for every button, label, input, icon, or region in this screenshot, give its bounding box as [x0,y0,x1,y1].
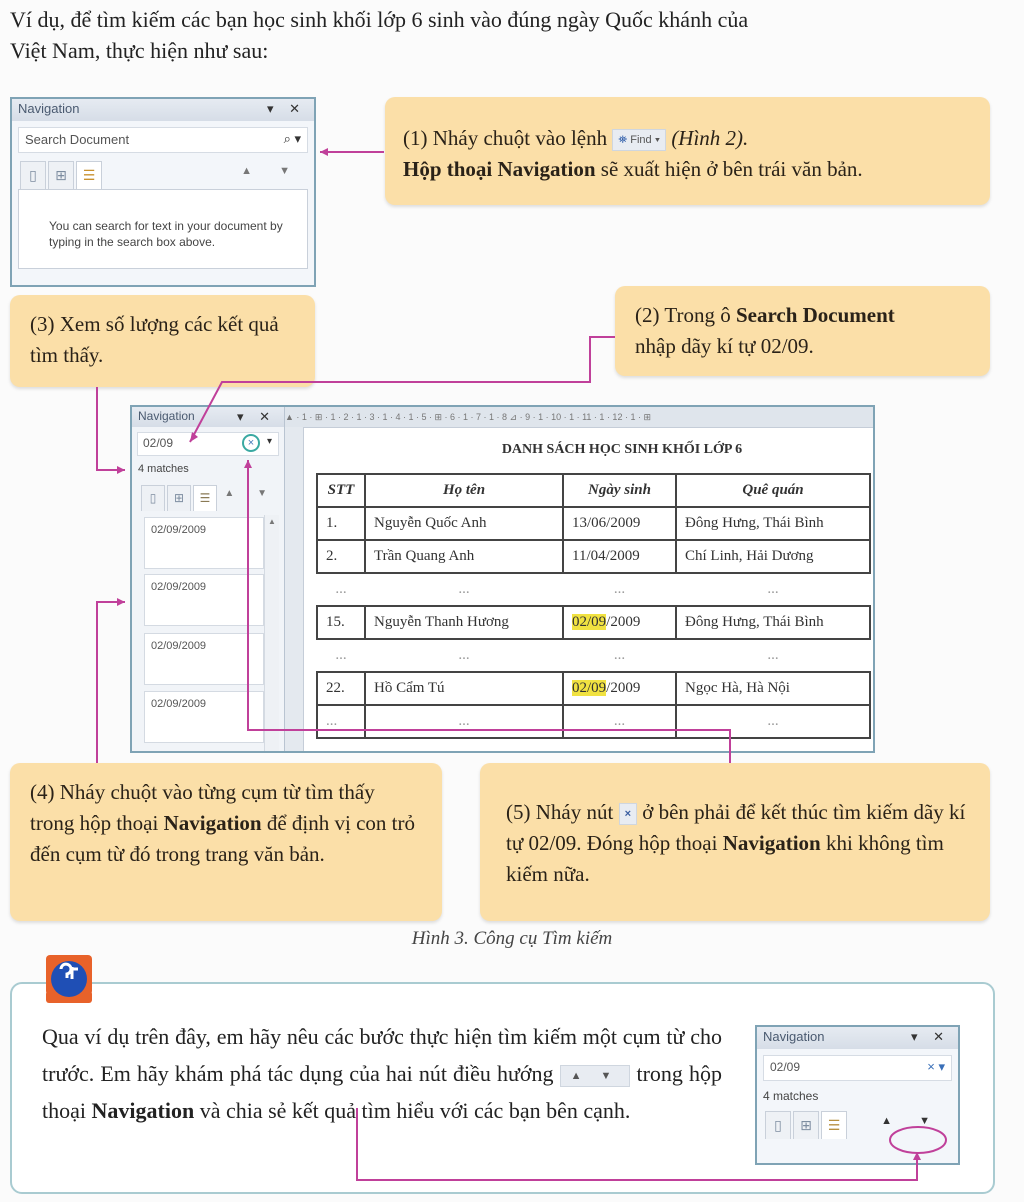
cell-dob [563,606,676,639]
cell-home: Đông Hưng, Thái Bình [676,507,870,540]
result-item[interactable]: 02/09/2009 [144,691,264,743]
close-search-icon: × [619,803,637,825]
connector-step-4 [97,602,125,763]
callout-step-2 [615,286,990,376]
cell-stt: 2. [317,540,365,573]
callout-step-5 [480,763,990,921]
date-text: 13/06/2009 [572,515,641,531]
search-query: 02/09 [143,436,174,450]
date-text: 11/04/2009 [572,548,640,564]
question-text [42,1018,722,1129]
navigation-pane-small [755,1025,960,1165]
help-text: You can search for text in your document by typing in the search box above. [18,189,308,269]
cell-name: Nguyễn Thanh Hương [365,606,563,639]
table-row [317,606,870,639]
step-3-text: (3) Xem số lượng các kết quả tìm thấy. [30,312,279,367]
ellipsis: ... [676,639,870,672]
results-scrollbar[interactable]: ▲ [264,515,279,751]
arrowhead [320,148,328,156]
cell-name: Trần Quang Anh [365,540,563,573]
cell-home: Đông Hưng, Thái Bình [676,606,870,639]
table-row [317,540,870,573]
ellipsis: ... [563,573,676,606]
match-count: 4 matches [763,1089,819,1103]
chevron-down-icon[interactable]: ▾ [294,131,301,146]
callout-step-4 [10,763,442,921]
pane-controls[interactable]: ▾ ✕ [236,409,276,424]
ellipsis: ... [317,639,365,672]
students-table [316,473,871,739]
cell-dob [563,540,676,573]
ellipsis: ... [563,639,676,672]
cell-dob [563,507,676,540]
result-item[interactable]: 02/09/2009 [144,517,264,569]
step-2-bold: Search Document [735,303,895,327]
question-part-1: Qua ví dụ trên đây, em hãy nêu các bước thực hiện tìm kiếm một cụm từ cho trước. Em hãy khám phá tác dụng của hai nút điều hướng [42,1024,722,1086]
search-icon[interactable]: ⌕ [283,131,291,146]
vertical-ruler [285,427,304,751]
nav-title-bar [12,99,314,121]
result-item[interactable]: 02/09/2009 [144,574,264,626]
search-document-input[interactable] [763,1055,952,1081]
date-highlight: 02/09 [572,614,607,630]
step-5-part2: khi không tìm kiếm nữa. [506,831,944,886]
nav-tabs [18,159,308,189]
date-text: /2009 [606,614,641,630]
nav-arrows-icon: ▲ ▼ [560,1065,631,1087]
question-part-3: và chia sẻ kết quả tìm hiểu với các bạn bên cạnh. [194,1098,631,1123]
tab-results-icon[interactable]: ☰ [821,1111,847,1139]
step-1-rest: sẽ xuất hiện ở bên trái văn bản. [595,157,863,181]
search-placeholder: Search Document [25,132,130,147]
table-row [317,672,870,705]
word-window [130,405,875,753]
question-bold: Navigation [91,1098,195,1123]
tab-results-icon[interactable]: ☰ [76,161,102,189]
search-document-input[interactable] [137,432,279,456]
search-query: 02/09 [770,1060,801,1074]
table-row [317,507,870,540]
navigation-pane-results [132,407,285,751]
nav-arrows[interactable]: ▲ ▼ [241,165,302,177]
ellipsis: ... [317,705,365,738]
question-part-2: trong hộp thoại [42,1061,722,1123]
tab-headings-icon[interactable]: ▯ [20,161,46,189]
intro-paragraph [10,4,1010,66]
intro-line-1: Ví dụ, để tìm kiếm các bạn học sinh khối lớp 6 sinh vào đúng ngày Quốc khánh của [10,7,749,32]
binoculars-icon: ⛯ [618,134,628,147]
chevron-down-icon[interactable]: ▾ [266,436,272,447]
step-5-part1: ở bên phải để kết thúc tìm kiếm dãy kí tự 02/09. Đóng hộp thoại [506,800,966,855]
cell-stt: 22. [317,672,365,705]
cell-stt: 1. [317,507,365,540]
cell-home: Ngọc Hà, Hà Nội [676,672,870,705]
nav-title-bar [757,1027,958,1049]
ellipsis: ... [676,705,870,738]
col-name: Họ tên [365,474,563,507]
nav-title: Navigation [763,1029,825,1044]
cell-name: Hồ Cẩm Tú [365,672,563,705]
ellipsis: ... [317,573,365,606]
step-1-bold: Hộp thoại Navigation [403,157,596,181]
nav-arrows[interactable]: ▲ ▼ [224,488,277,499]
table-row-partial [317,705,870,738]
table-gap-row [317,573,870,606]
question-head-icon [44,953,94,1005]
cell-name: Nguyễn Quốc Anh [365,507,563,540]
step-4-text: (4) Nháy chuột vào từng cụm từ tìm thấy trong hộp thoại [30,780,375,835]
step-1-text: (1) Nháy chuột vào lệnh [403,126,608,150]
tab-pages-icon[interactable]: ⊞ [167,485,191,511]
tab-headings-icon[interactable]: ▯ [141,485,165,511]
col-home: Quê quán [676,474,870,507]
step-2-prefix: (2) Trong ô [635,303,736,327]
nav-title-bar [132,407,284,427]
tab-results-icon[interactable]: ☰ [193,485,217,511]
col-stt: STT [317,474,365,507]
document-title: DANH SÁCH HỌC SINH KHỐI LỚP 6 [501,442,743,457]
arrowhead [117,466,125,474]
col-dob: Ngày sinh [563,474,676,507]
search-document-input[interactable] [18,127,308,153]
find-button-label: Find ▾ [630,134,661,147]
figure-caption: Hình 3. Công cụ Tìm kiếm [411,928,613,949]
callout-step-3 [10,295,315,387]
cell-home: Chí Linh, Hải Dương [676,540,870,573]
nav-tabs [137,483,279,511]
ellipsis: ... [676,573,870,606]
tab-pages-icon[interactable]: ⊞ [48,161,74,189]
pane-controls[interactable]: ▾ ✕ [266,101,306,116]
cell-dob [563,672,676,705]
table-gap-row [317,639,870,672]
connector-step-3 [97,387,125,470]
step-4-bold: Navigation [163,811,262,835]
result-item[interactable]: 02/09/2009 [144,633,264,685]
arrowhead [117,598,125,606]
cell-stt: 15. [317,606,365,639]
callout-step-1 [385,97,990,205]
table-header [317,474,870,507]
nav-title: Navigation [18,101,80,116]
ellipsis: ... [365,573,563,606]
date-text: /2009 [606,680,641,696]
pane-controls[interactable]: ▾ ✕ [910,1029,950,1044]
ellipsis: ... [563,705,676,738]
step-5-bold: Navigation [722,831,821,855]
clear-search-icon[interactable]: × ▾ [927,1059,945,1074]
intro-line-2: Việt Nam, thực hiện như sau: [10,38,269,63]
step-5-text: (5) Nháy nút [506,800,614,824]
figure-ref: (Hình 2). [671,126,749,150]
tab-headings-icon[interactable]: ▯ [765,1111,791,1139]
nav-title: Navigation [138,409,195,423]
navigation-pane-empty [10,97,316,287]
clear-search-icon[interactable]: × [242,434,260,452]
ellipsis: ... [365,705,563,738]
match-count: 4 matches [138,463,189,475]
find-button [612,129,666,151]
step-2-rest: nhập dãy kí tự 02/09. [635,334,814,358]
tab-pages-icon[interactable]: ⊞ [793,1111,819,1139]
ellipsis: ... [365,639,563,672]
step-4-rest: để định vị con trỏ đến cụm từ đó trong trang văn bản. [30,811,415,866]
date-highlight: 02/09 [572,680,607,696]
horizontal-ruler: ▲ · 1 · ⊞ · 1 · 2 · 1 · 3 · 1 · 4 · 1 · 5 · ⊞ · 6 · 1 · 7 · 1 · 8 ⊿ · 9 · 1 · 10 · 1 · 11 · 1 · 12 · 1 · ⊞ [285,407,873,428]
nav-arrows[interactable]: ▲ ▼ [881,1115,942,1127]
nav-tabs [763,1109,952,1139]
